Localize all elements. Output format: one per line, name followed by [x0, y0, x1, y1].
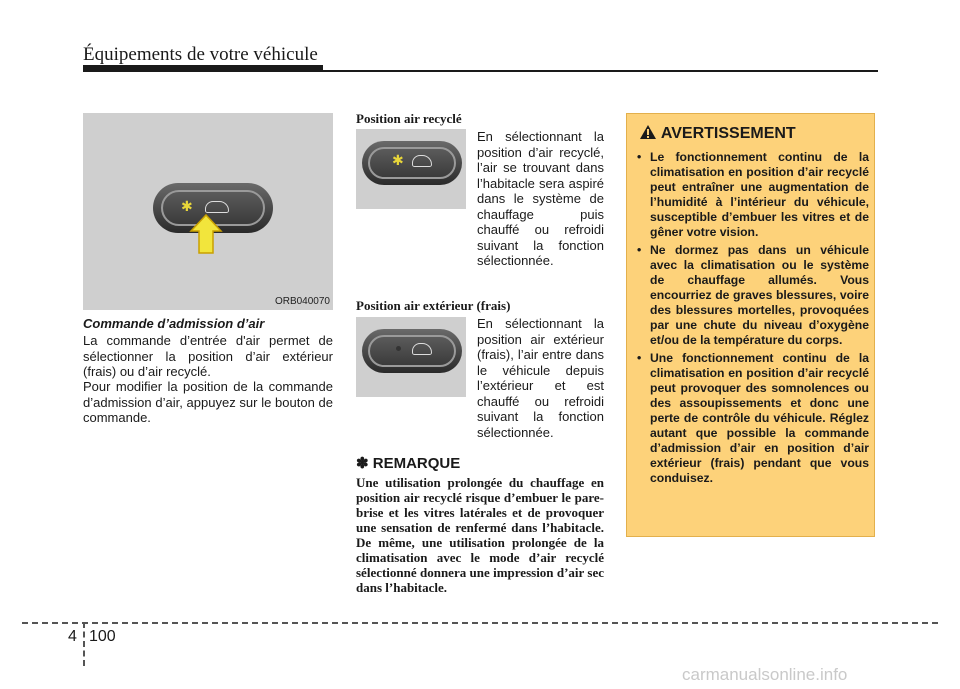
indicator-light-icon: ✱	[181, 198, 193, 214]
warning-triangle-icon	[639, 124, 657, 140]
image-code: ORB040070	[274, 296, 330, 307]
fresh-air-button-photo	[356, 317, 466, 397]
warning-box	[626, 113, 875, 537]
recycle-description: En sélectionnant la position d’air recyclé, l’air se trouvant dans l’habitacle sera aspiré dans le système de chauffage puis chauffé ou refroidi suivant la fonction sélectionnée.	[477, 129, 604, 268]
warning-item: • Ne dormez pas dans un véhicule avec la climatisation ou le système de chauffage allumés. Vous encourriez de graves blessures, voire des blessures mortelles, provoquées par une chute du niveau d’oxygène et/ou de la température du corps.	[637, 243, 869, 348]
page-number: 100	[89, 628, 116, 645]
warning-item: • Le fonctionnement continu de la climatisation en position d’air recyclé peut entraîner une augmentation de l’humidité à l’intérieur du véhicule, susceptible d’embuer les vitres et de gêner votre vision.	[637, 150, 869, 240]
section-heading-air-intake: Commande d’admission d’air	[83, 316, 265, 331]
air-intake-paragraph-1: La commande d’entrée d'air permet de sélectionner la position d’air extérieur (frais) ou d’air recyclé.	[83, 333, 333, 379]
warning-item: • Une fonctionnement continu de la climatisation en position d’air recyclé peut provoquer des somnolences ou des assoupissements et donc une perte de contrôle du véhicule. Réglez autant que possible la commande d’admission d’air en position d’air extérieur (frais) pendant que vous conduisez.	[637, 351, 869, 486]
air-intake-paragraph-2: Pour modifier la position de la commande d’admission d’air, appuyez sur le bouton de commande.	[83, 379, 333, 425]
warning-title	[639, 124, 796, 143]
warning-title-text: AVERTISSEMENT	[660, 125, 796, 142]
car-fresh-air-icon	[412, 343, 432, 355]
page-header-title: Équipements de votre véhicule	[83, 44, 318, 65]
remarque-body: Une utilisation prolongée du chauffage en position air recyclé risque d’embuer le pare-brise et les vitres latérales et de provoquer une sensation de renfermé dans l’habitacle. De même, une utilisation prolongée de la climatisation avec le mode d’air recyclé sélectionné donnera une impression d’air sec dans l’habitacle.	[356, 475, 604, 595]
recycle-button-photo	[356, 129, 466, 209]
watermark: carmanualsonline.info	[682, 665, 848, 684]
footer-divider	[22, 622, 938, 624]
indicator-off-icon	[396, 346, 401, 351]
car-recirculation-icon	[205, 201, 229, 213]
recycle-heading: Position air recyclé	[356, 111, 462, 126]
footer-vertical-divider	[83, 622, 85, 666]
remarque-heading: ✽ REMARQUE	[356, 455, 461, 472]
fresh-air-heading: Position air extérieur (frais)	[356, 298, 511, 313]
air-intake-button-photo	[83, 113, 333, 310]
recycle-indicator-on-icon: ✱	[392, 152, 404, 168]
fresh-air-description: En sélectionnant la position air extérieur (frais), l’air entre dans le véhicule depuis l’extérieur et est chauffé ou refroidi suivant la fonction sélectionnée.	[477, 316, 604, 440]
car-recirculation-icon	[412, 155, 432, 167]
warning-list	[637, 150, 869, 489]
header-rule	[83, 70, 878, 72]
chapter-number: 4	[68, 628, 77, 645]
press-arrow-icon	[189, 213, 223, 255]
